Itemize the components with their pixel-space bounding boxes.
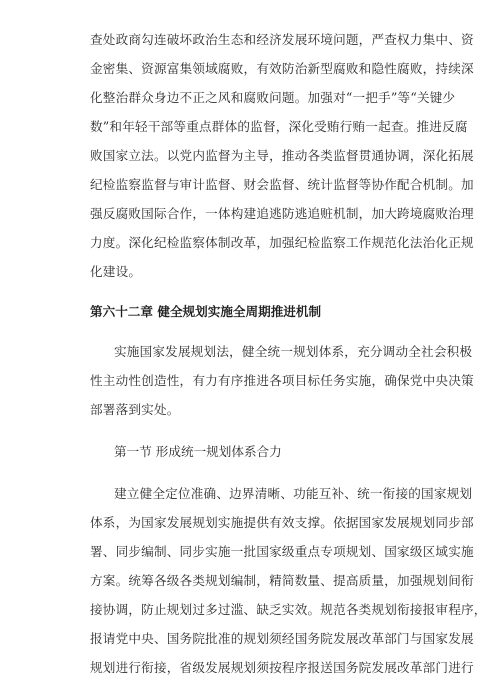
paragraph-line: 方案。统筹各级各类规划编制，精简数量、提高质量，加强规划间衔 (90, 573, 474, 588)
paragraph-line: 纪检监察监督与审计监督、财会监督、统计监督等协作配合机制。加 (90, 177, 474, 192)
section-heading: 第一节 形成统一规划体系合力 (114, 444, 282, 459)
paragraph-line: 性主动性创造性，有力有序推进各项目标任务实施，确保党中央决策 (90, 373, 474, 388)
paragraph-line: 败国家立法。以党内监督为主导，推动各类监督贯通协调，深化拓展 (90, 148, 474, 163)
paragraph-line: 金密集、资源富集领域腐败，有效防治新型腐败和隐性腐败，持续深 (90, 61, 474, 76)
paragraph-line: 接协调，防止规划过多过滥、缺乏实效。规范各类规划衔接报审程序， (90, 602, 487, 617)
paragraph-line: 署、同步编制、同步实施一批国家级重点专项规划、国家级区域实施 (90, 544, 474, 559)
paragraph-line: 数”和年轻干部等重点群体的监督，深化受贿行贿一起查。推进反腐 (90, 119, 468, 134)
paragraph-line: 力度。深化纪检监察体制改革，加强纪检监察工作规范化法治化正规 (90, 235, 474, 250)
paragraph-line: 报请党中央、国务院批准的规划须经国务院发展改革部门与国家发展 (90, 631, 474, 646)
paragraph-line: 化建设。 (90, 264, 142, 279)
paragraph-line: 实施国家发展规划法，健全统一规划体系，充分调动全社会积极 (114, 344, 473, 359)
chapter-heading: 第六十二章 健全规划实施全周期推进机制 (90, 304, 322, 319)
paragraph-line: 化整治群众身边不正之风和腐败问题。加强对“一把手”等“关键少 (90, 90, 456, 105)
paragraph-line: 建立健全定位准确、边界清晰、功能互补、统一衔接的国家规划 (114, 486, 473, 501)
paragraph-line: 体系，为国家发展规划实施提供有效支撑。依据国家发展规划同步部 (90, 515, 474, 530)
paragraph-line: 部署落到实处。 (90, 402, 180, 417)
paragraph-line: 查处政商勾连破坏政治生态和经济发展环境问题，严查权力集中、资 (90, 32, 474, 47)
paragraph-line: 规划进行衔接，省级发展规划须按程序报送国务院发展改革部门进行 (90, 660, 474, 675)
paragraph-line: 强反腐败国际合作，一体构建追逃防逃追赃机制，加大跨境腐败治理 (90, 206, 474, 221)
